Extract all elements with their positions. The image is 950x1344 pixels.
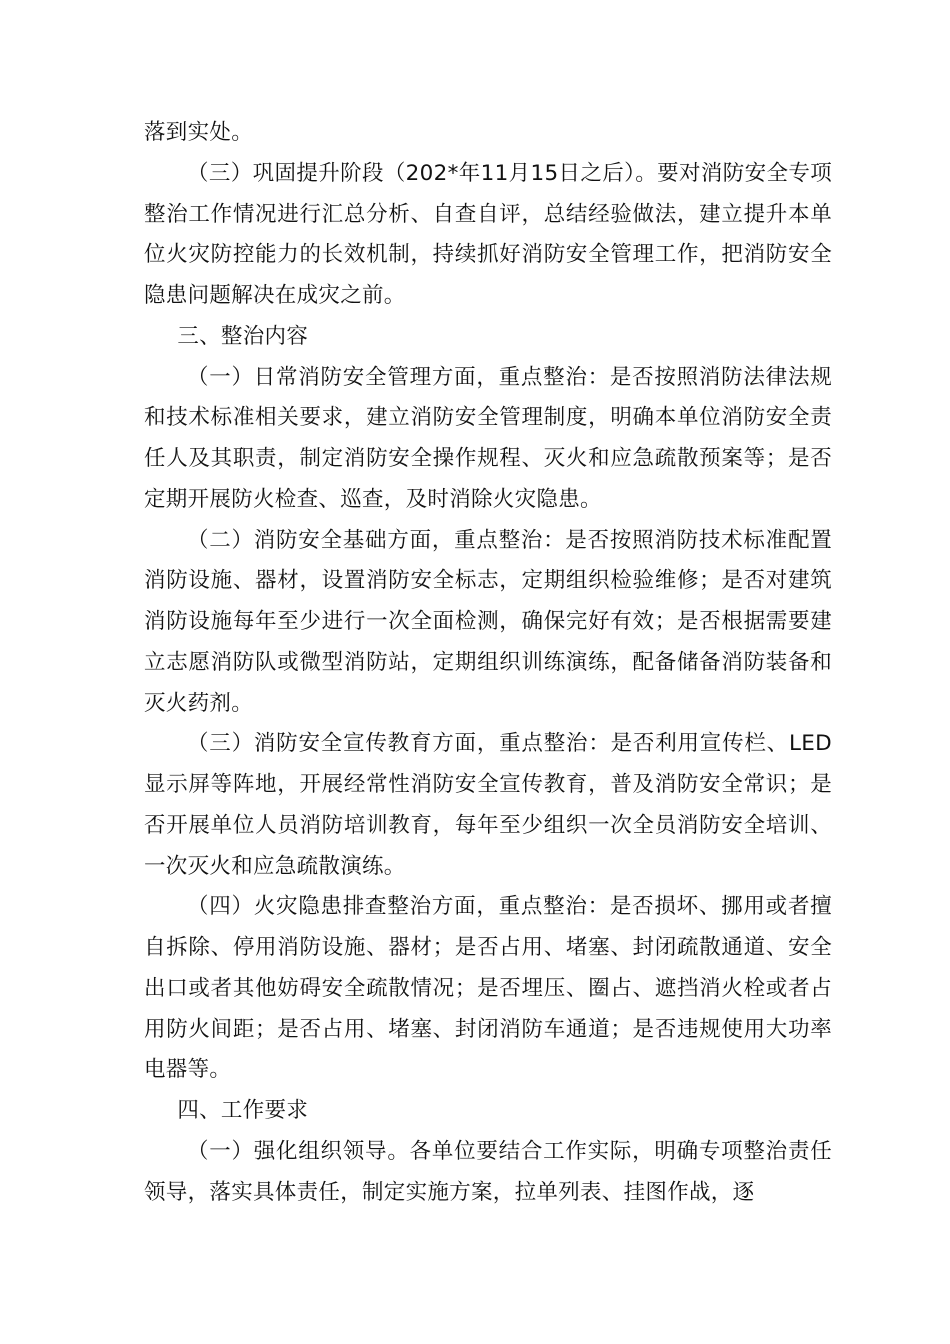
paragraph-hazard-inspection: （四）火灾隐患排查整治方面，重点整治：是否损坏、挪用或者擅自拆除、停用消防设施、器材；是否占用、堵塞、封闭疏散通道、安全出口或者其他妨碍安全疏散情况；是否埋压、圈占、遮挡消火栓或者占用防火间距；是否占用、堵塞、封闭消防车通道；是否违规使用大功率电器等。 [144, 894, 832, 1083]
paragraph-continuation: 落到实处。 [144, 120, 254, 145]
document-body [144, 113, 832, 1213]
paragraph-organizational-leadership: （一）强化组织领导。各单位要结合工作实际，明确专项整治责任领导，落实具体责任，制定实施方案，拉单列表、挂图作战，逐 [144, 1138, 832, 1205]
paragraph-consolidation-stage: （三）巩固提升阶段（202*年11月15日之后）。要对消防安全专项整治工作情况进行汇总分析、自查自评，总结经验做法，建立提升本单位火灾防控能力的长效机制，持续抓好消防安全管理工作，把消防安全隐患问题解决在成灾之前。 [144, 160, 832, 308]
section-heading-rectification-content: 三、整治内容 [177, 323, 309, 349]
paragraph-safety-foundation: （二）消防安全基础方面，重点整治：是否按照消防技术标准配置消防设施、器材，设置消防安全标志，定期组织检验维修；是否对建筑消防设施每年至少进行一次全面检测，确保完好有效；是否根据需要建立志愿消防队或微型消防站，定期组织训练演练，配备储备消防装备和灭火药剂。 [144, 527, 832, 716]
paragraph-daily-management: （一）日常消防安全管理方面，重点整治：是否按照消防法律法规和技术标准相关要求，建立消防安全管理制度，明确本单位消防安全责任人及其职责，制定消防安全操作规程、灭火和应急疏散预案等；是否定期开展防火检查、巡查，及时消除火灾隐患。 [144, 364, 832, 512]
paragraph-publicity-education: （三）消防安全宣传教育方面，重点整治：是否利用宣传栏、LED显示屏等阵地，开展经常性消防安全宣传教育，普及消防安全常识；是否开展单位人员消防培训教育，每年至少组织一次全员消防安全培训、一次灭火和应急疏散演练。 [144, 731, 832, 879]
section-heading-work-requirements: 四、工作要求 [177, 1098, 309, 1123]
